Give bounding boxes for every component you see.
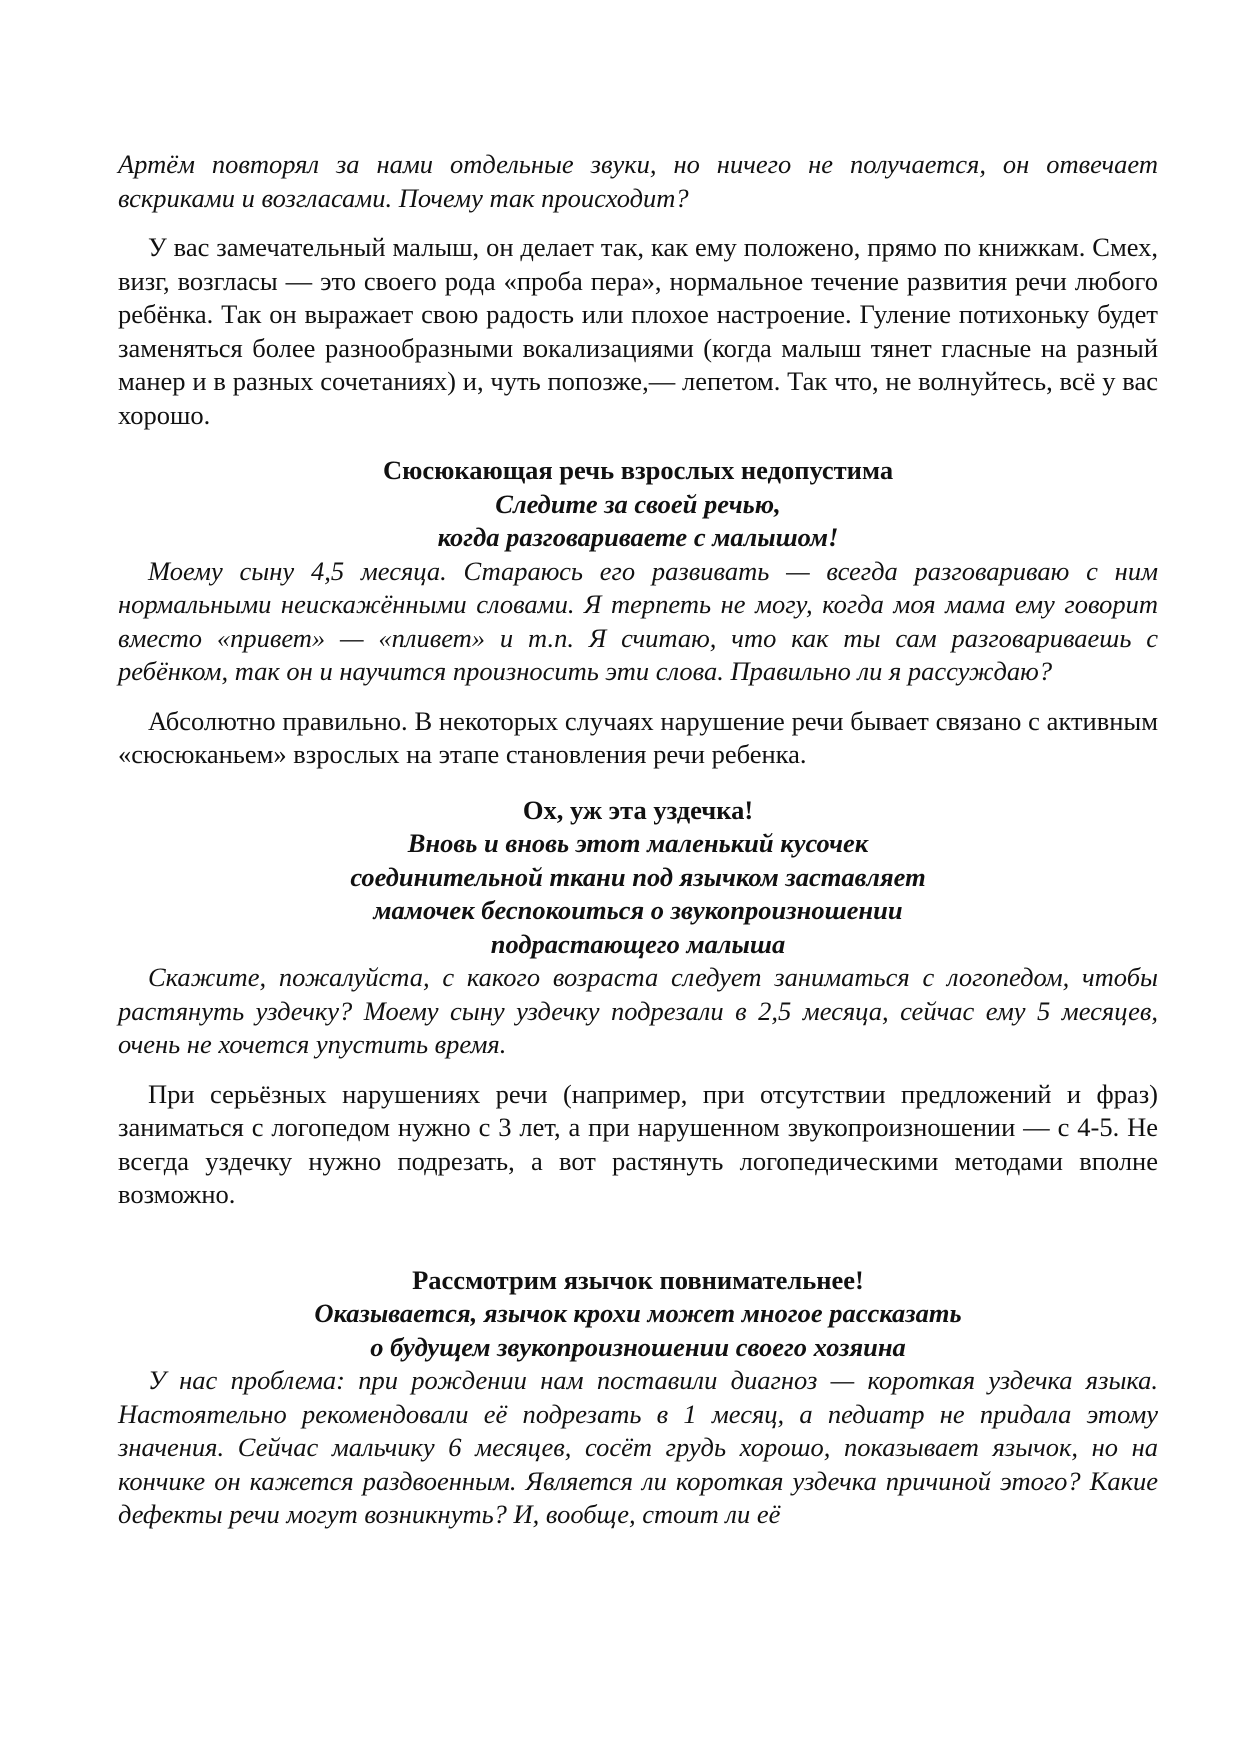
- section-subtitle: мамочек беспокоиться о звукопроизношении: [373, 895, 903, 925]
- section-frenulum: [118, 794, 1158, 1212]
- question-paragraph: Скажите, пожалуйста, с какого возраста следует заниматься с логопедом, чтобы растянуть уздечку? Моему сыну уздечку подрезали в 2,5 месяца, сейчас ему 5 месяцев, очень не хочется упустить время.: [118, 962, 1158, 1059]
- question-paragraph: У нас проблема: при рождении нам поставили диагноз — короткая уздечка языка. Настоятельно рекомендовали её подрезать в 1 месяц, а педиатр не придала этому значения. Сейчас мальчику 6 месяцев, сосёт грудь хорошо, показывает язычок, но на кончике он кажется раздвоенным. Является ли короткая уздечка причиной этого? Какие дефекты речи могут возникнуть? И, вообще, стоит ли её: [118, 1365, 1158, 1529]
- section-subtitle: Оказывается, язычок крохи может многое рассказать: [314, 1298, 962, 1328]
- document-page: [118, 148, 1158, 1532]
- section-subtitle: Вновь и вновь этот маленький кусочек: [407, 828, 869, 858]
- section-baby-talk: [118, 454, 1158, 772]
- section-tongue: [118, 1264, 1158, 1532]
- section-title: Сюсюкающая речь взрослых недопустима: [382, 455, 894, 485]
- section-subtitle: соединительной ткани под язычком заставляет: [350, 861, 926, 892]
- section-title: Ох, уж эта уздечка!: [522, 794, 754, 825]
- question-paragraph: Артём повторял за нами отдельные звуки, но ничего не получается, он отвечает вскриками и возгласами. Почему так происходит?: [118, 149, 1158, 213]
- section-subtitle: Следите за своей речью,: [495, 488, 781, 519]
- section-subtitle: о будущем звукопроизношении своего хозяина: [370, 1331, 906, 1362]
- section-subtitle: когда разговариваете с малышом!: [437, 522, 839, 552]
- section-title: Рассмотрим язычок повнимательнее!: [412, 1264, 864, 1295]
- answer-paragraph: У вас замечательный малыш, он делает так, как ему положено, прямо по книжкам. Смех, визг, возгласы — это своего рода «проба пера», нормальное течение развития речи любого ребёнка. Так он выражает свою радость или плохое настроение. Гуление потихоньку будет заменяться более разнообразными вокализациями (когда малыш тянет гласные на разный манер и в разных сочетаниях) и, чуть попозже,— лепетом. Так что, не волнуйтесь, всё у вас хорошо.: [118, 232, 1158, 430]
- section-subtitle: подрастающего малыша: [490, 928, 786, 959]
- answer-paragraph: При серьёзных нарушениях речи (например, при отсутствии предложений и фраз) заниматься с логопедом нужно с 3 лет, а при нарушенном звукопроизношении — с 4-5. Не всегда уздечку нужно подрезать, а вот растянуть логопедическими методами вполне возможно.: [118, 1078, 1158, 1209]
- answer-paragraph: Абсолютно правильно. В некоторых случаях нарушение речи бывает связано с активным «сюсюканьем» взрослых на этапе становления речи ребенка.: [118, 705, 1158, 769]
- question-paragraph: Моему сыну 4,5 месяца. Стараюсь его развивать — всегда разговариваю с ним нормальными неискажёнными словами. Я терпеть не могу, когда моя мама ему говорит вместо «привет» — «пливет» и т.п. Я считаю, что как ты сам разговариваешь с ребёнком, так он и научится произносить эти слова. Правильно ли я рассуждаю?: [118, 555, 1158, 686]
